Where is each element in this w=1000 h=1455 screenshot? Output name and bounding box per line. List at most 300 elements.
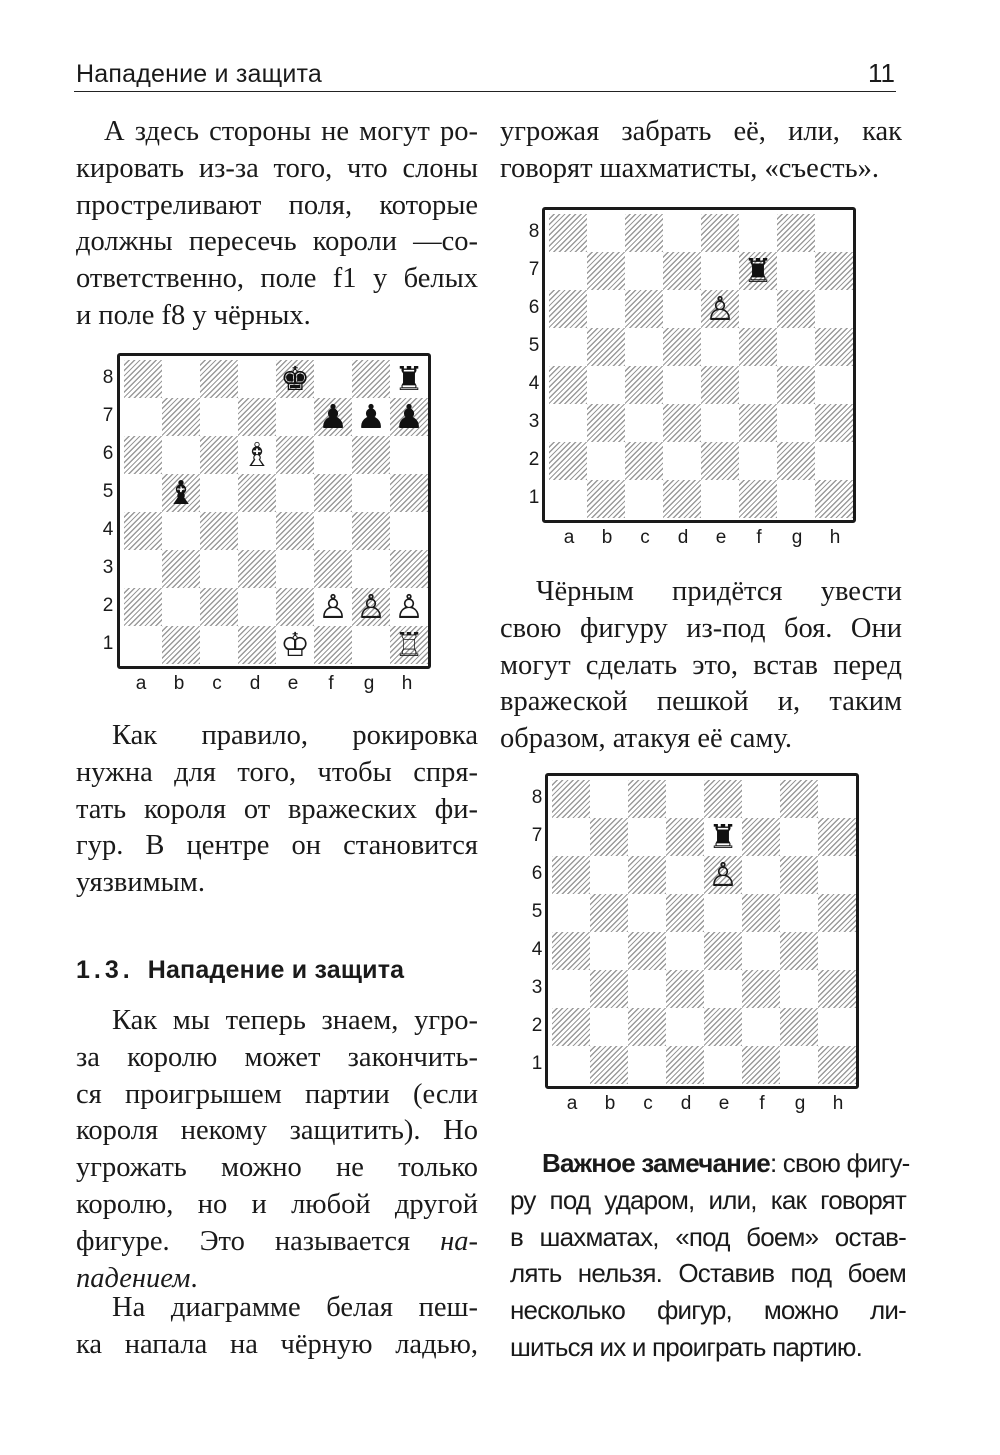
square-h8 bbox=[815, 214, 853, 252]
rank-label: 5 bbox=[528, 335, 540, 356]
file-label: h bbox=[832, 1093, 844, 1114]
square-f6 bbox=[742, 856, 780, 894]
section-title: Нападение и защита bbox=[147, 956, 405, 984]
rank-label: 2 bbox=[531, 1015, 543, 1036]
square-e7 bbox=[276, 398, 314, 436]
square-h8 bbox=[818, 780, 856, 818]
square-e3 bbox=[701, 404, 739, 442]
square-b6 bbox=[590, 856, 628, 894]
white-pawn-icon: ♙ bbox=[356, 587, 386, 626]
file-label: a bbox=[135, 673, 147, 694]
square-e1 bbox=[701, 480, 739, 518]
square-b4 bbox=[590, 932, 628, 970]
text-line: А здесь стороны не могут ро- bbox=[104, 116, 478, 147]
square-c3 bbox=[628, 970, 666, 1008]
square-c7 bbox=[200, 398, 238, 436]
square-g3 bbox=[352, 550, 390, 588]
square-b8 bbox=[587, 214, 625, 252]
square-f7 bbox=[314, 398, 352, 436]
board-grid bbox=[552, 780, 856, 1084]
rank-label: 3 bbox=[528, 411, 540, 432]
header-rule bbox=[74, 91, 896, 92]
text-line: гур. В центре он становится bbox=[76, 830, 478, 862]
square-d8 bbox=[663, 214, 701, 252]
chess-board-block bbox=[545, 773, 859, 1089]
text-fragment: фигуре. Это называется bbox=[76, 1225, 411, 1257]
square-a3 bbox=[552, 970, 590, 1008]
square-b1 bbox=[587, 480, 625, 518]
left-intro-paragraph bbox=[76, 114, 478, 335]
text-line: уязвимым. bbox=[76, 867, 205, 899]
rank-label: 7 bbox=[528, 259, 540, 280]
square-d1 bbox=[238, 626, 276, 664]
square-b2 bbox=[162, 588, 200, 626]
square-g3 bbox=[777, 404, 815, 442]
file-label: d bbox=[677, 527, 689, 548]
rank-label: 4 bbox=[528, 373, 540, 394]
square-e5 bbox=[704, 894, 742, 932]
square-h1 bbox=[815, 480, 853, 518]
black-pawn-icon: ♟ bbox=[356, 397, 386, 436]
file-label: f bbox=[759, 1093, 765, 1114]
square-a5 bbox=[549, 328, 587, 366]
square-e6 bbox=[276, 436, 314, 474]
rank-label: 8 bbox=[531, 787, 543, 808]
square-e2 bbox=[701, 442, 739, 480]
rank-label: 5 bbox=[531, 901, 543, 922]
right-escape-paragraph bbox=[500, 574, 902, 758]
square-d6 bbox=[666, 856, 704, 894]
square-g1 bbox=[780, 1046, 818, 1084]
text-line: Как мы теперь знаем, угро- bbox=[112, 1005, 478, 1036]
text-line: и поле f8 у чёрных. bbox=[76, 299, 311, 331]
square-e8 bbox=[276, 360, 314, 398]
square-h4 bbox=[815, 366, 853, 404]
square-g7 bbox=[352, 398, 390, 436]
square-b3 bbox=[162, 550, 200, 588]
square-e7 bbox=[704, 818, 742, 856]
rank-label: 4 bbox=[102, 519, 114, 540]
square-b7 bbox=[590, 818, 628, 856]
square-h3 bbox=[818, 970, 856, 1008]
square-e8 bbox=[701, 214, 739, 252]
text-line: несколько фигур, можно ли- bbox=[510, 1295, 906, 1326]
square-f4 bbox=[739, 366, 777, 404]
square-f3 bbox=[742, 970, 780, 1008]
rank-label: 5 bbox=[102, 481, 114, 502]
square-a1 bbox=[124, 626, 162, 664]
square-d3 bbox=[663, 404, 701, 442]
square-d2 bbox=[238, 588, 276, 626]
square-e8 bbox=[704, 780, 742, 818]
square-c1 bbox=[625, 480, 663, 518]
square-f5 bbox=[314, 474, 352, 512]
rank-label: 3 bbox=[102, 557, 114, 578]
important-note-paragraph bbox=[510, 1145, 910, 1366]
black-rook-icon: ♜ bbox=[708, 817, 738, 856]
square-f2 bbox=[739, 442, 777, 480]
square-c2 bbox=[628, 1008, 666, 1046]
text-line: образом, атакуя её саму. bbox=[500, 723, 792, 755]
text-line: должны пересечь короли —со- bbox=[76, 226, 478, 258]
black-king-icon: ♚ bbox=[280, 359, 310, 398]
square-g6 bbox=[780, 856, 818, 894]
text-line: Чёрным придётся увести bbox=[536, 576, 902, 607]
text-line: тать короля от вражеских фи- bbox=[76, 793, 478, 825]
square-f8 bbox=[314, 360, 352, 398]
square-e2 bbox=[704, 1008, 742, 1046]
square-g2 bbox=[777, 442, 815, 480]
square-d8 bbox=[238, 360, 276, 398]
square-h2 bbox=[390, 588, 428, 626]
rank-label: 7 bbox=[102, 405, 114, 426]
square-a8 bbox=[549, 214, 587, 252]
square-d4 bbox=[663, 366, 701, 404]
square-f5 bbox=[739, 328, 777, 366]
black-rook-icon: ♜ bbox=[743, 251, 773, 290]
square-a2 bbox=[124, 588, 162, 626]
text-line: угрожая забрать её, или, как bbox=[500, 116, 902, 147]
square-e3 bbox=[276, 550, 314, 588]
text-line: шиться их и проиграть партию. bbox=[510, 1331, 863, 1362]
square-h6 bbox=[818, 856, 856, 894]
square-g1 bbox=[352, 626, 390, 664]
square-g2 bbox=[352, 588, 390, 626]
file-label: e bbox=[287, 673, 299, 694]
square-d1 bbox=[666, 1046, 704, 1084]
square-d7 bbox=[663, 252, 701, 290]
text-line bbox=[510, 1145, 910, 1182]
square-b3 bbox=[587, 404, 625, 442]
square-g5 bbox=[352, 474, 390, 512]
square-c4 bbox=[200, 512, 238, 550]
square-d1 bbox=[663, 480, 701, 518]
square-g8 bbox=[777, 214, 815, 252]
white-pawn-icon: ♙ bbox=[318, 587, 348, 626]
square-a4 bbox=[549, 366, 587, 404]
square-g7 bbox=[777, 252, 815, 290]
square-h1 bbox=[390, 626, 428, 664]
square-a4 bbox=[552, 932, 590, 970]
square-b8 bbox=[162, 360, 200, 398]
square-a7 bbox=[124, 398, 162, 436]
page-number: 11 bbox=[868, 58, 895, 88]
italic-term: падением bbox=[76, 1262, 191, 1294]
file-label: a bbox=[563, 527, 575, 548]
square-b3 bbox=[590, 970, 628, 1008]
rank-label: 4 bbox=[531, 939, 543, 960]
square-f2 bbox=[742, 1008, 780, 1046]
square-a3 bbox=[549, 404, 587, 442]
text-fragment: : свою фигу- bbox=[769, 1148, 910, 1178]
file-label: a bbox=[566, 1093, 578, 1114]
file-label: b bbox=[604, 1093, 616, 1114]
square-b6 bbox=[162, 436, 200, 474]
square-c6 bbox=[625, 290, 663, 328]
text-line: лять нельзя. Оставив под боем bbox=[510, 1258, 906, 1289]
text-line: Как правило, рокировка bbox=[112, 720, 478, 751]
italic-term: на- bbox=[440, 1225, 479, 1257]
square-f7 bbox=[742, 818, 780, 856]
square-b5 bbox=[162, 474, 200, 512]
square-h3 bbox=[390, 550, 428, 588]
square-f1 bbox=[314, 626, 352, 664]
square-b1 bbox=[590, 1046, 628, 1084]
square-a2 bbox=[552, 1008, 590, 1046]
file-label: f bbox=[756, 527, 762, 548]
file-label: e bbox=[715, 527, 727, 548]
square-f1 bbox=[742, 1046, 780, 1084]
square-a8 bbox=[124, 360, 162, 398]
square-b7 bbox=[162, 398, 200, 436]
square-b5 bbox=[590, 894, 628, 932]
square-c1 bbox=[200, 626, 238, 664]
text-line: говорят шахматисты, «съесть». bbox=[500, 152, 879, 184]
square-h2 bbox=[818, 1008, 856, 1046]
right-intro-paragraph bbox=[500, 114, 902, 188]
black-rook-icon: ♜ bbox=[394, 359, 424, 398]
square-d3 bbox=[238, 550, 276, 588]
square-c8 bbox=[200, 360, 238, 398]
square-c2 bbox=[200, 588, 238, 626]
square-g3 bbox=[780, 970, 818, 1008]
file-label: c bbox=[643, 1093, 653, 1114]
square-f1 bbox=[739, 480, 777, 518]
left-castling-paragraph bbox=[76, 718, 478, 902]
square-c6 bbox=[628, 856, 666, 894]
text-line: в шахматах, «под боем» остав- bbox=[510, 1221, 906, 1252]
square-f5 bbox=[742, 894, 780, 932]
square-f6 bbox=[739, 290, 777, 328]
square-c8 bbox=[628, 780, 666, 818]
square-b1 bbox=[162, 626, 200, 664]
square-g6 bbox=[777, 290, 815, 328]
square-e4 bbox=[276, 512, 314, 550]
square-h5 bbox=[815, 328, 853, 366]
square-g4 bbox=[352, 512, 390, 550]
file-label: d bbox=[680, 1093, 692, 1114]
square-b6 bbox=[587, 290, 625, 328]
rank-label: 8 bbox=[528, 221, 540, 242]
square-h7 bbox=[390, 398, 428, 436]
text-line: ру под ударом, или, как говорят bbox=[510, 1184, 906, 1215]
square-h8 bbox=[390, 360, 428, 398]
note-label: Важное замечание bbox=[542, 1148, 770, 1178]
square-c3 bbox=[625, 404, 663, 442]
square-d2 bbox=[666, 1008, 704, 1046]
square-e3 bbox=[704, 970, 742, 1008]
square-a5 bbox=[124, 474, 162, 512]
square-g4 bbox=[780, 932, 818, 970]
white-pawn-icon: ♙ bbox=[705, 289, 735, 328]
left-diagram-paragraph bbox=[76, 1290, 478, 1364]
square-g8 bbox=[780, 780, 818, 818]
square-e7 bbox=[701, 252, 739, 290]
square-d2 bbox=[663, 442, 701, 480]
black-pawn-icon: ♟ bbox=[394, 397, 424, 436]
square-d6 bbox=[663, 290, 701, 328]
square-c2 bbox=[625, 442, 663, 480]
square-b8 bbox=[590, 780, 628, 818]
square-h6 bbox=[815, 290, 853, 328]
square-a1 bbox=[549, 480, 587, 518]
square-g7 bbox=[780, 818, 818, 856]
square-f3 bbox=[739, 404, 777, 442]
text-line: простреливают поля, которые bbox=[76, 189, 478, 221]
square-b2 bbox=[590, 1008, 628, 1046]
square-a6 bbox=[552, 856, 590, 894]
file-label: g bbox=[791, 527, 803, 548]
square-b4 bbox=[162, 512, 200, 550]
file-label: c bbox=[212, 673, 222, 694]
file-label: f bbox=[328, 673, 334, 694]
square-h1 bbox=[818, 1046, 856, 1084]
square-d7 bbox=[666, 818, 704, 856]
white-bishop-icon: ♗ bbox=[242, 435, 272, 474]
black-pawn-icon: ♟ bbox=[318, 397, 348, 436]
square-c4 bbox=[628, 932, 666, 970]
square-a3 bbox=[124, 550, 162, 588]
text-line: королю, но и любой другой bbox=[76, 1188, 478, 1220]
square-f2 bbox=[314, 588, 352, 626]
file-label: g bbox=[363, 673, 375, 694]
square-a8 bbox=[552, 780, 590, 818]
text-line: На диаграмме белая пеш- bbox=[112, 1292, 478, 1323]
square-g2 bbox=[780, 1008, 818, 1046]
square-e6 bbox=[701, 290, 739, 328]
file-label: b bbox=[173, 673, 185, 694]
square-c5 bbox=[200, 474, 238, 512]
square-d3 bbox=[666, 970, 704, 1008]
square-e1 bbox=[276, 626, 314, 664]
section-heading bbox=[76, 956, 404, 985]
text-line: нужна для того, чтобы спря- bbox=[76, 756, 478, 788]
square-e2 bbox=[276, 588, 314, 626]
square-e5 bbox=[276, 474, 314, 512]
white-rook-icon: ♖ bbox=[394, 625, 424, 664]
square-d4 bbox=[666, 932, 704, 970]
square-h6 bbox=[390, 436, 428, 474]
square-d5 bbox=[663, 328, 701, 366]
square-d4 bbox=[238, 512, 276, 550]
rank-label: 2 bbox=[102, 595, 114, 616]
square-g5 bbox=[780, 894, 818, 932]
square-h5 bbox=[818, 894, 856, 932]
rank-label: 3 bbox=[531, 977, 543, 998]
text-line: кировать из-за того, что слоны bbox=[76, 152, 478, 184]
square-h7 bbox=[818, 818, 856, 856]
rank-label: 6 bbox=[528, 297, 540, 318]
rank-label: 7 bbox=[531, 825, 543, 846]
square-b7 bbox=[587, 252, 625, 290]
white-pawn-icon: ♙ bbox=[708, 855, 738, 894]
square-c4 bbox=[625, 366, 663, 404]
square-b5 bbox=[587, 328, 625, 366]
file-label: c bbox=[640, 527, 650, 548]
running-header-title: Нападение и защита bbox=[76, 60, 322, 88]
file-label: e bbox=[718, 1093, 730, 1114]
square-a7 bbox=[549, 252, 587, 290]
square-c5 bbox=[625, 328, 663, 366]
square-g8 bbox=[352, 360, 390, 398]
square-d7 bbox=[238, 398, 276, 436]
text-line: ка напала на чёрную ладью, bbox=[76, 1328, 478, 1360]
square-e1 bbox=[704, 1046, 742, 1084]
square-b4 bbox=[587, 366, 625, 404]
rank-label: 1 bbox=[102, 633, 114, 654]
square-h4 bbox=[390, 512, 428, 550]
square-f4 bbox=[742, 932, 780, 970]
square-h2 bbox=[815, 442, 853, 480]
left-attack-paragraph bbox=[76, 1003, 478, 1297]
square-a7 bbox=[552, 818, 590, 856]
square-f6 bbox=[314, 436, 352, 474]
square-c3 bbox=[200, 550, 238, 588]
square-g4 bbox=[777, 366, 815, 404]
file-label: b bbox=[601, 527, 613, 548]
square-a1 bbox=[552, 1046, 590, 1084]
text-line: свою фигуру из-под боя. Они bbox=[500, 612, 902, 644]
text-line bbox=[76, 1224, 478, 1261]
white-pawn-icon: ♙ bbox=[394, 587, 424, 626]
square-a5 bbox=[552, 894, 590, 932]
square-e4 bbox=[704, 932, 742, 970]
rank-label: 8 bbox=[102, 367, 114, 388]
square-f3 bbox=[314, 550, 352, 588]
rank-label: 1 bbox=[531, 1053, 543, 1074]
square-g5 bbox=[777, 328, 815, 366]
square-a6 bbox=[549, 290, 587, 328]
file-label: h bbox=[829, 527, 841, 548]
square-g1 bbox=[777, 480, 815, 518]
text-line: вражеской пешкой и, таким bbox=[500, 686, 902, 718]
square-c7 bbox=[625, 252, 663, 290]
square-f4 bbox=[314, 512, 352, 550]
square-e6 bbox=[704, 856, 742, 894]
file-label: g bbox=[794, 1093, 806, 1114]
text-line: угрожать можно не только bbox=[76, 1152, 478, 1184]
board-grid bbox=[124, 360, 428, 664]
text-line: могут сделать это, встав перед bbox=[500, 649, 902, 681]
square-a2 bbox=[549, 442, 587, 480]
chess-board-castling bbox=[117, 353, 431, 669]
square-h3 bbox=[815, 404, 853, 442]
square-h7 bbox=[815, 252, 853, 290]
square-c5 bbox=[628, 894, 666, 932]
square-a4 bbox=[124, 512, 162, 550]
square-g6 bbox=[352, 436, 390, 474]
rank-label: 6 bbox=[531, 863, 543, 884]
square-d6 bbox=[238, 436, 276, 474]
square-d8 bbox=[666, 780, 704, 818]
text-line: за королю может закончить- bbox=[76, 1041, 478, 1073]
rank-label: 2 bbox=[528, 449, 540, 470]
file-label: h bbox=[401, 673, 413, 694]
white-king-icon: ♔ bbox=[280, 625, 310, 664]
text-line: ответственно, поле f1 у белых bbox=[76, 263, 478, 295]
file-label: d bbox=[249, 673, 261, 694]
chess-board-attack bbox=[542, 207, 856, 523]
square-a6 bbox=[124, 436, 162, 474]
square-h4 bbox=[818, 932, 856, 970]
board-grid bbox=[549, 214, 853, 518]
square-d5 bbox=[238, 474, 276, 512]
square-c8 bbox=[625, 214, 663, 252]
rank-label: 6 bbox=[102, 443, 114, 464]
square-e4 bbox=[701, 366, 739, 404]
square-h5 bbox=[390, 474, 428, 512]
square-c7 bbox=[628, 818, 666, 856]
